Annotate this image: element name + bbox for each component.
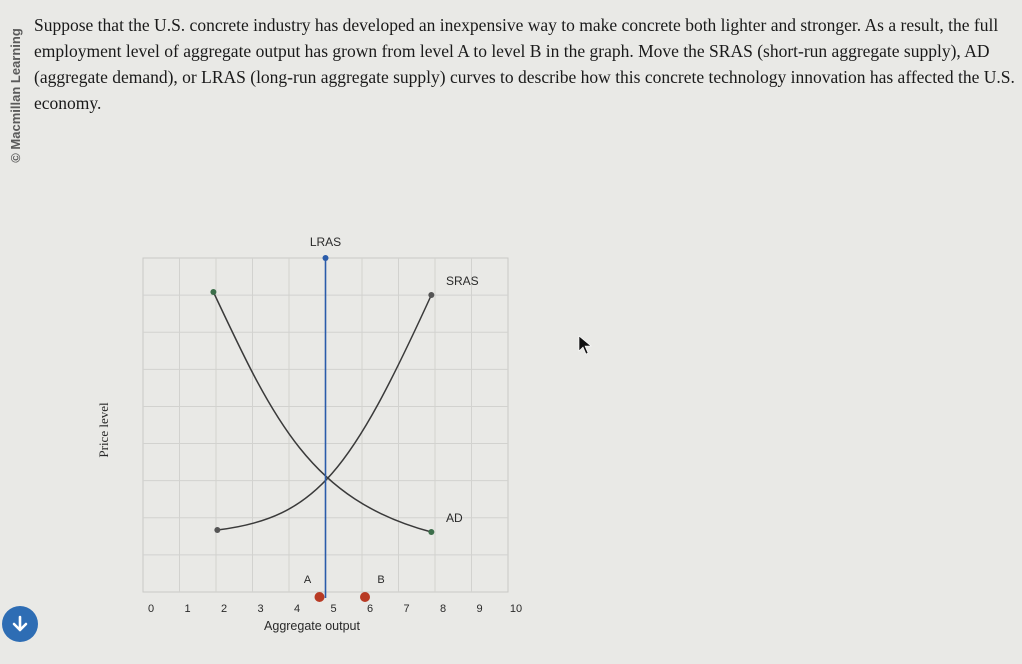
sras-start-handle[interactable] (214, 527, 220, 533)
x-tick-label: 3 (257, 603, 264, 615)
sras-curve[interactable] (217, 295, 431, 530)
x-axis-ticks (148, 603, 522, 615)
question-text: Suppose that the U.S. concrete industry has developed an inexpensive way to make concrete both lighter and stronger. As a result, the full employment level of aggregate output has grown from level A to level B in the graph. Move the SRAS (short-run aggregate supply), AD (aggregate demand), or LRAS (long-run aggregate supply) curves to describe how this concrete technology innovation has affected the U.S. economy. (34, 15, 1015, 113)
copyright-text: © Macmillan Learning (7, 27, 23, 163)
x-tick-label: 0 (147, 603, 155, 615)
x-tick-label: 9 (476, 603, 483, 615)
output-marker-b (360, 592, 370, 602)
lras-handle[interactable] (323, 255, 329, 261)
sras-end-handle[interactable] (428, 292, 434, 298)
x-tick-label: 6 (366, 603, 374, 615)
x-tick-label: 1 (184, 603, 191, 615)
ad-label: AD (446, 511, 463, 525)
x-tick-label: 10 (509, 603, 523, 615)
output-marker-label: B (377, 574, 385, 586)
x-tick-label: 5 (330, 603, 337, 615)
lras-label: LRAS (309, 235, 342, 249)
ad-end-handle[interactable] (428, 529, 434, 535)
y-axis-label: Price level (96, 402, 111, 458)
next-arrow-button[interactable] (2, 606, 38, 642)
arrow-down-icon (10, 614, 30, 634)
x-tick-label: 4 (293, 603, 301, 615)
output-marker-label: A (303, 574, 312, 586)
x-tick-label: 2 (220, 603, 228, 615)
curves-layer (210, 235, 478, 598)
output-markers (304, 574, 385, 602)
x-axis-label: Aggregate output (264, 619, 360, 633)
x-tick-label: 8 (439, 603, 447, 615)
sras-label: SRAS (446, 274, 479, 288)
mouse-pointer-icon (578, 335, 592, 360)
x-tick-label: 7 (403, 603, 410, 615)
output-marker-a (315, 592, 325, 602)
ad-start-handle[interactable] (210, 289, 216, 295)
